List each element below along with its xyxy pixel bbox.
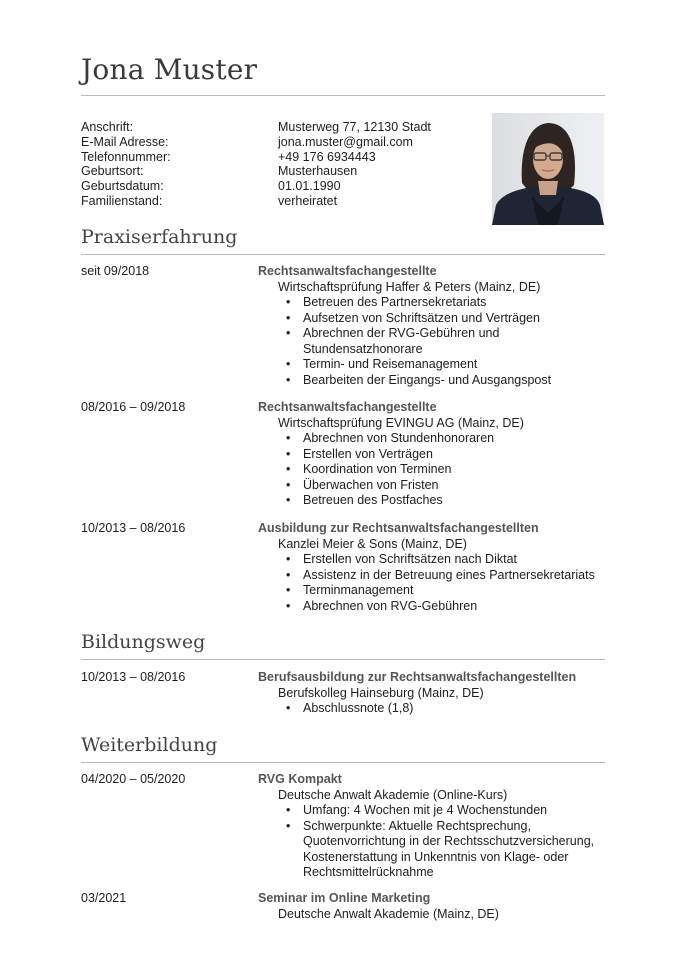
personal-value: Musterweg 77, 12130 Stadt <box>278 120 431 134</box>
bullet-item: • Terminmanagement <box>303 583 611 599</box>
bullet-item: • Überwachen von Fristen <box>303 478 611 494</box>
personal-value: verheiratet <box>278 193 338 208</box>
entry-body <box>258 891 611 922</box>
entry-date: 10/2013 – 08/2016 <box>81 521 186 535</box>
portrait-photo <box>492 113 604 225</box>
bullet-item: • Schwerpunkte: Aktuelle Rechtsprechung, Quotenvorrichtung in der Rechtsschutzversicherung, Kostenerstattung in Unkenntnis von Klage- oder Rechtsmittelrücknahme <box>303 819 603 881</box>
entry-title: Berufsausbildung zur Rechtsanwaltsfachangestellten <box>258 670 577 684</box>
bullet-item: • Abrechnen von RVG-Gebühren <box>303 599 611 615</box>
personal-row <box>81 150 431 165</box>
cv-name: Jona Muster <box>81 53 258 86</box>
entry-organization: Berufskolleg Hainseburg (Mainz, DE) <box>278 685 484 700</box>
personal-value: jona.muster@gmail.com <box>278 134 413 149</box>
personal-label: Geburtsdatum: <box>81 179 164 194</box>
entry-bullets <box>258 295 611 388</box>
entry-body <box>258 264 611 388</box>
entry-body <box>258 521 611 614</box>
personal-label: Anschrift: <box>81 120 134 134</box>
entry-title: Rechtsanwaltsfachangestellte <box>258 264 437 278</box>
personal-label: Familienstand: <box>81 193 163 208</box>
personal-row <box>81 179 431 194</box>
entry-body <box>258 400 611 509</box>
bullet-item: • Abrechnen von Stundenhonoraren <box>303 431 611 447</box>
entry-title: Ausbildung zur Rechtsanwaltsfachangestellten <box>258 521 539 535</box>
bullet-item: • Abschlussnote (1,8) <box>303 701 611 717</box>
section-divider <box>81 254 605 255</box>
bullet-item: • Aufsetzen von Schriftsätzen und Verträgen <box>303 311 611 327</box>
entry-body <box>258 772 611 881</box>
entry-organization: Kanzlei Meier & Sons (Mainz, DE) <box>278 536 467 551</box>
entry-date: 10/2013 – 08/2016 <box>81 670 186 684</box>
personal-info <box>81 120 431 209</box>
personal-row <box>81 120 431 135</box>
bullet-item: • Erstellen von Verträgen <box>303 447 611 463</box>
education-entry <box>81 670 611 717</box>
entry-bullets <box>258 552 611 614</box>
entry-date: 03/2021 <box>81 891 127 905</box>
bullet-item: • Assistenz in der Betreuung eines Partnersekretariats <box>303 568 611 584</box>
entry-date: 04/2020 – 05/2020 <box>81 772 186 786</box>
personal-row <box>81 135 431 150</box>
entry-title: Seminar im Online Marketing <box>258 891 431 905</box>
bullet-item: • Bearbeiten der Eingangs- und Ausgangspost <box>303 373 611 389</box>
bullet-item: • Umfang: 4 Wochen mit je 4 Wochenstunden <box>303 803 611 819</box>
personal-label: Geburtsort: <box>81 164 144 179</box>
training-entry <box>81 891 611 922</box>
section-title-bildungsweg: Bildungsweg <box>81 631 206 653</box>
personal-value: 01.01.1990 <box>278 179 341 194</box>
portrait-illustration <box>492 113 604 225</box>
entry-organization: Wirtschaftsprüfung Haffer & Peters (Mainz, DE) <box>278 279 541 294</box>
section-title-weiterbildung: Weiterbildung <box>81 734 218 756</box>
bullet-item: • Abrechnen der RVG-Gebühren und Stundensatzhonorare <box>303 326 523 357</box>
personal-label: E-Mail Adresse: <box>81 134 169 149</box>
bullet-item: • Termin- und Reisemanagement <box>303 357 611 373</box>
entry-organization: Deutsche Anwalt Akademie (Mainz, DE) <box>278 906 499 921</box>
training-entry <box>81 772 611 881</box>
entry-date: seit 09/2018 <box>81 264 150 278</box>
entry-body <box>258 670 611 717</box>
entry-organization: Wirtschaftsprüfung EVINGU AG (Mainz, DE) <box>278 415 524 430</box>
entry-organization: Deutsche Anwalt Akademie (Online-Kurs) <box>278 787 508 802</box>
entry-date: 08/2016 – 09/2018 <box>81 400 186 414</box>
section-divider <box>81 659 605 660</box>
personal-label: Telefonnummer: <box>81 149 171 164</box>
entry-title: RVG Kompakt <box>258 772 342 786</box>
name-divider <box>81 95 605 96</box>
bullet-item: • Betreuen des Partnersekretariats <box>303 295 611 311</box>
personal-row <box>81 164 431 179</box>
personal-value: Musterhausen <box>278 164 358 179</box>
bullet-item: • Erstellen von Schriftsätzen nach Diktat <box>303 552 611 568</box>
entry-bullets <box>258 701 611 717</box>
entry-title: Rechtsanwaltsfachangestellte <box>258 400 437 414</box>
bullet-item: • Koordination von Terminen <box>303 462 611 478</box>
experience-entry <box>81 400 611 509</box>
entry-bullets <box>258 803 611 881</box>
personal-value: +49 176 6934443 <box>278 149 376 164</box>
experience-entry <box>81 264 611 388</box>
section-divider <box>81 762 605 763</box>
section-title-praxiserfahrung: Praxiserfahrung <box>81 226 238 248</box>
experience-entry <box>81 521 611 614</box>
entry-bullets <box>258 431 611 509</box>
bullet-item: • Betreuen des Postfaches <box>303 493 611 509</box>
personal-row <box>81 194 431 209</box>
